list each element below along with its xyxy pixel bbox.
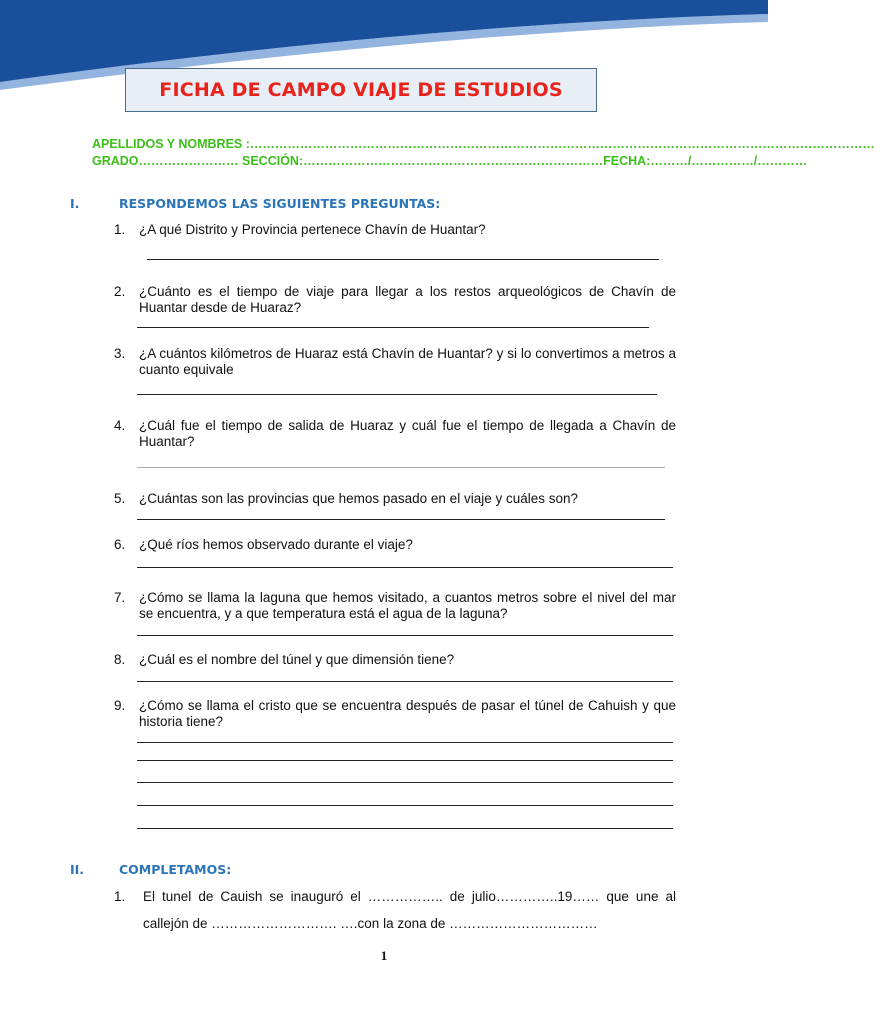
question-text: ¿Qué ríos hemos observado durante el viaje? [139,537,413,552]
question-number: 7. [114,590,126,605]
page-number: 1 [380,948,388,963]
question-text: ¿Cuánto es el tiempo de viaje para llegar a los restos arqueológicos de Chavín de Huantar desde de Huaraz? [139,284,676,315]
question-text: ¿Cuántas son las provincias que hemos pasado en el viaje y cuáles son? [139,491,579,506]
question-number: 1. [114,222,126,237]
question-2 [114,284,676,316]
question-text: ¿A cuántos kilómetros de Huaraz está Chavín de Huantar? y si lo convertimos a metros a cuanto equivale [139,346,676,377]
question-9 [114,698,676,730]
name-field-line: APELLIDOS Y NOMBRES :…………………………………………………………………………………………………………………………………… [92,137,875,151]
section-2-title: COMPLETAMOS: [119,862,232,877]
question-number: 3. [114,346,126,361]
question-6 [114,537,676,553]
question-number: 9. [114,698,126,713]
answer-line[interactable] [137,327,649,328]
fill-in-item-1 [114,883,676,937]
question-3 [114,346,676,378]
question-text: ¿Cómo se llama el cristo que se encuentra después de pasar el túnel de Cahuish y que historia tiene? [139,698,676,729]
answer-line[interactable] [137,567,673,568]
answer-line[interactable] [137,828,673,829]
grade-section-date-line: GRADO…………………… SECCIÓN:………………………………………………………………FECHA:………/……………/………… [92,154,808,168]
item-text: El tunel de Cauish se inauguró el …………….. de julio…………..19…… que une al callejón de ………………………. ….con la zona de …………………………… [143,889,676,931]
question-text: ¿Cómo se llama la laguna que hemos visitado, a cuantos metros sobre el nivel del mar se encuentra, y a que temperatura está el agua de la laguna? [139,590,676,621]
question-text: ¿Cuál es el nombre del túnel y que dimensión tiene? [139,652,455,667]
item-number: 1. [114,889,126,904]
question-text: ¿A qué Distrito y Provincia pertenece Chavín de Huantar? [139,222,486,237]
question-7 [114,590,676,622]
question-1 [114,222,676,238]
answer-line[interactable] [137,805,673,806]
question-number: 8. [114,652,126,667]
answer-line[interactable] [137,742,673,743]
page-title: FICHA DE CAMPO VIAJE DE ESTUDIOS [159,79,563,101]
section-2-number: II. [70,862,85,877]
question-number: 2. [114,284,126,299]
question-text: ¿Cuál fue el tiempo de salida de Huaraz y cuál fue el tiempo de llegada a Chavín de Huantar? [139,418,676,449]
section-1-number: I. [70,196,80,211]
question-4 [114,418,676,450]
question-5 [114,491,676,507]
answer-line[interactable] [137,519,665,520]
answer-line[interactable] [137,635,673,636]
answer-line[interactable] [137,394,657,395]
answer-line[interactable] [137,760,673,761]
section-1-title: RESPONDEMOS LAS SIGUIENTES PREGUNTAS: [119,196,441,211]
answer-line[interactable] [137,681,673,682]
answer-line[interactable] [137,782,673,783]
answer-line[interactable] [147,259,659,260]
question-number: 6. [114,537,126,552]
title-box [125,68,597,112]
question-number: 4. [114,418,126,433]
question-number: 5. [114,491,126,506]
question-8 [114,652,676,668]
answer-line[interactable] [137,467,665,468]
